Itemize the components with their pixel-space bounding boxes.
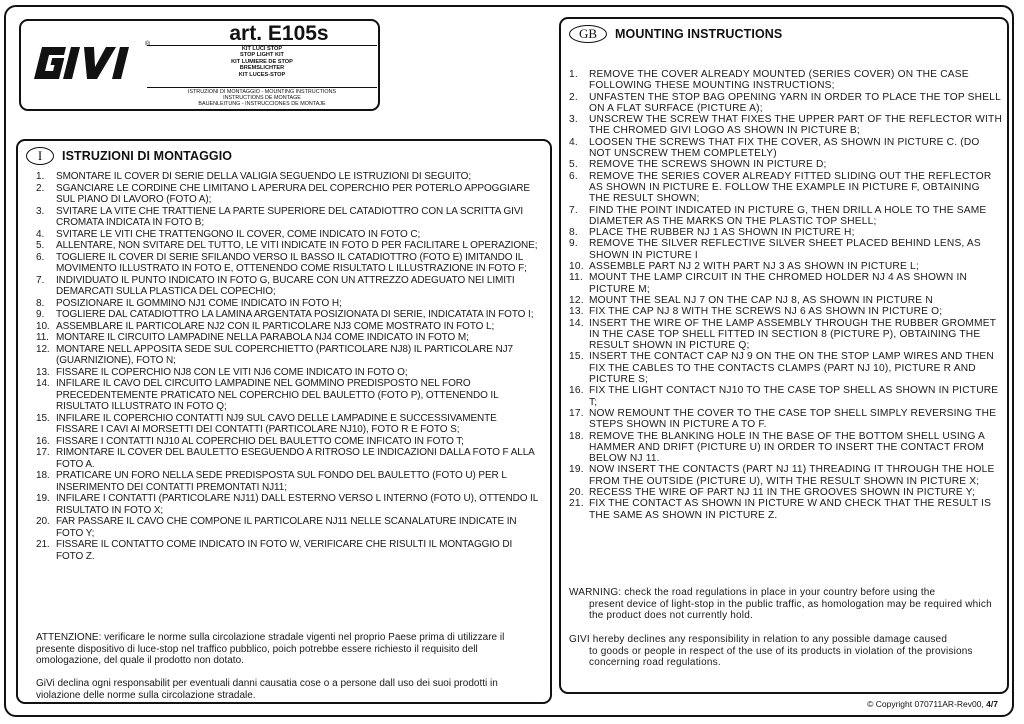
instruction-step bbox=[36, 436, 538, 448]
step-text: REMOVE THE SERIES COVER ALREADY FITTED SLIDING OUT THE REFLECTOR AS SHOWN IN PICTURE E. FOLLOW THE EXAMPLE IN PICTURE F, OBTAINING THE RESULT SHOWN; bbox=[589, 170, 992, 205]
instruction-languages bbox=[149, 89, 375, 108]
step-text: RECESS THE WIRE OF PART NJ 11 IN THE GROOVES SHOWN IN PICTURE Y; bbox=[589, 486, 976, 498]
instruction-step bbox=[569, 137, 1002, 160]
step-text: MONTARE IL CIRCUITO LAMPADINE NELLA PARABOLA NJ4 COME INDICATO IN FOTO M; bbox=[56, 332, 469, 343]
step-text: ALLENTARE, NON SVITARE DEL TUTTO, LE VITI INDICATE IN FOTO D PER FACILITARE L OPERAZIONE; bbox=[56, 240, 538, 251]
step-number: 18. bbox=[569, 430, 584, 442]
step-number: 11. bbox=[569, 272, 584, 284]
english-disclaimer-rest: to goods or people in respect of the use of its products in violation of the provisions concerning road regulations. bbox=[589, 645, 973, 669]
step-text: TOGLIERE IL COVER DI SERIE SFILANDO VERSO IL BASSO IL CATADIOTTRO (FOTO E) IMITANDO IL MOVIMENTO ILLUSTRATO IN FOTO E, OTTENENDO COME RISULTATO L ILLUSTRAZIONE IN FOTO F; bbox=[56, 251, 527, 274]
copyright-text: © Copyright 070711AR-Rev00, bbox=[867, 699, 984, 709]
instruction-step bbox=[36, 309, 538, 321]
instruction-step bbox=[569, 261, 1002, 272]
step-text: INSERT THE WIRE OF THE LAMP ASSEMBLY THROUGH THE RUBBER GROMMET IN THE CASE TOP SHELL FITTED IN SECTION 8 (PICTURE P), OBTAINING THE RESULT SHOWN IN PICTURE Q; bbox=[589, 317, 996, 352]
step-text: INFILARE IL COPERCHIO CONTATTI NJ9 SUL CAVO DELLE LAMPADINE E SUCCESSIVAMENTE FISSARE I CAVI AI MORSETTI DEI CONTATTI (PARTICOLARE NJ10), FOTO R E FOTO S; bbox=[56, 412, 497, 435]
step-number: 3. bbox=[36, 205, 45, 217]
kit-name: KIT LUCES-STOP bbox=[238, 71, 286, 78]
step-number: 20. bbox=[36, 516, 50, 527]
step-number: 17. bbox=[569, 407, 584, 419]
instruction-step bbox=[36, 413, 538, 436]
italian-heading bbox=[26, 145, 232, 167]
step-text: LOOSEN THE SCREWS THAT FIX THE COVER, AS SHOWN IN PICTURE C. (DO NOT UNSCREW THEM COMPLETELY) bbox=[589, 136, 980, 160]
italian-title: ISTRUZIONI DI MONTAGGIO bbox=[62, 149, 233, 163]
step-number: 14. bbox=[569, 317, 584, 329]
instruction-step bbox=[36, 183, 538, 206]
step-number: 6. bbox=[569, 170, 578, 182]
step-text: REMOVE THE SCREWS SHOWN IN PICTURE D; bbox=[589, 159, 827, 171]
instruction-step bbox=[569, 498, 1002, 521]
step-text: MOUNT THE SEAL NJ 7 ON THE CAP NJ 8, AS SHOWN IN PICTURE N bbox=[589, 294, 933, 306]
instruction-step bbox=[569, 205, 1002, 228]
instruction-step bbox=[569, 92, 1002, 115]
instruction-step bbox=[36, 275, 538, 298]
instruction-step bbox=[36, 206, 538, 229]
step-number: 6. bbox=[36, 251, 45, 263]
instruction-step bbox=[569, 318, 1002, 352]
instruction-step bbox=[36, 171, 538, 183]
step-number: 13. bbox=[36, 366, 50, 378]
step-text: FAR PASSARE IL CAVO CHE COMPONE IL PARTICOLARE NJ11 NELLE SCANALATURE INDICATE IN FOTO Y; bbox=[56, 516, 517, 539]
step-text: REMOVE THE SILVER REFLECTIVE SILVER SHEET PLACED BEHIND LENS, AS SHOWN IN PICTURE I bbox=[589, 238, 981, 261]
instruction-step bbox=[569, 408, 1002, 431]
step-number: 5. bbox=[569, 159, 578, 171]
instruction-step bbox=[36, 298, 538, 310]
english-warning-rest: present device of light-stop in the public traffic, as homologation may be required which the product does not currently hold. bbox=[589, 598, 992, 622]
italian-flag-badge: I bbox=[26, 147, 54, 165]
step-text: MONTARE NELL APPOSITA SEDE SUL COPERCHIETTO (PARTICOLARE NJ8) IL PARTICOLARE NJ7 (GUARNIZIONE), FOTO N; bbox=[56, 343, 513, 366]
step-number: 10. bbox=[36, 320, 50, 332]
step-number: 11. bbox=[36, 332, 49, 343]
step-text: INSERT THE CONTACT CAP NJ 9 ON THE ON THE STOP LAMP WIRES AND THEN FIX THE CABLES TO THE CONTACTS CLAMPS (PART NJ 10), PICTURE R AND PICTURE S; bbox=[589, 351, 994, 386]
step-number: 15. bbox=[569, 351, 584, 363]
step-number: 7. bbox=[36, 274, 45, 286]
step-number: 10. bbox=[569, 261, 584, 273]
header-box bbox=[19, 19, 380, 111]
step-text: SVITARE LE VITI CHE TRATTENGONO IL COVER, COME INDICATO IN FOTO C; bbox=[56, 228, 421, 240]
header-rule-bottom bbox=[147, 87, 377, 88]
english-section bbox=[559, 17, 1009, 694]
step-text: NOW INSERT THE CONTACTS (PART NJ 11) THREADING IT THROUGH THE HOLE FROM THE OUTSIDE (PICTURE U), WITH THE RESULT SHOWN IN PICTURE X; bbox=[589, 464, 995, 487]
italian-disclaimer: GiVi declina ogni responsabilit per eventuali danni causatia cose o a persone dall uso dei suoi prodotti in violazione delle norme sulla circolazione stradale. bbox=[36, 678, 498, 701]
instruction-step bbox=[36, 252, 538, 275]
step-text: TOGLIERE DAL CATADIOTTRO LA LAMINA ARGENTATA POSIZIONATA DI SERIE, INDICATATA IN FOTO I; bbox=[56, 309, 534, 320]
step-number: 3. bbox=[569, 114, 578, 126]
instruction-line: BAUENLEITUNG - INSTRUCCIONES DE MONTAJE bbox=[198, 101, 326, 108]
step-text: SVITARE LA VITE CHE TRATTIENE LA PARTE SUPERIORE DEL CATADIOTTRO CON LA SCRITTA GIVI CROMATA INDICATA IN FOTO B; bbox=[56, 205, 524, 228]
step-text: SMONTARE IL COVER DI SERIE DELLA VALIGIA SEGUENDO LE ISTRUZIONI DI SEGUITO; bbox=[56, 171, 472, 182]
footer bbox=[867, 699, 998, 709]
step-text: UNSCREW THE SCREW THAT FIXES THE UPPER PART OF THE REFLECTOR WITH THE CHROMED GIVI LOGO AS SHOWN IN PICTURE B; bbox=[589, 114, 1002, 137]
instruction-step bbox=[569, 351, 1002, 385]
step-text: INFILARE IL CAVO DEL CIRCUITO LAMPADINE NEL GOMMINO PREDISPOSTO NEL FORO PRECEDENTEMENTE PRATICATO NEL COPERCHIO DEL BAULETTO (FOTO P), OTTENENDO IL RISULTATO ILLUSTRATO IN FOTO Q; bbox=[56, 378, 499, 412]
step-number: 14. bbox=[36, 378, 50, 389]
step-text: POSIZIONARE IL GOMMINO NJ1 COME INDICATO IN FOTO H; bbox=[56, 297, 342, 309]
italian-warning bbox=[36, 632, 536, 667]
step-number: 9. bbox=[36, 309, 45, 320]
italian-steps-list bbox=[36, 171, 538, 562]
instruction-step bbox=[569, 159, 1002, 170]
registered-mark: ® bbox=[145, 41, 151, 48]
italian-warning-first: ATTENZIONE: verificare le norme sulla circolazione stradale vigenti nel proprio Paese prima di bbox=[36, 632, 455, 643]
instruction-step bbox=[36, 332, 538, 344]
kit-name: BREMSLICHTER bbox=[239, 65, 285, 72]
step-text: FISSARE IL CONTATTO COME INDICATO IN FOTO W, VERIFICARE CHE RISULTI IL MONTAGGIO DI FOTO Z. bbox=[56, 539, 513, 562]
instruction-step bbox=[36, 229, 538, 241]
step-number: 21. bbox=[36, 539, 50, 550]
instruction-step bbox=[36, 447, 538, 470]
instruction-step bbox=[36, 378, 538, 413]
step-number: 4. bbox=[569, 136, 578, 148]
instruction-step bbox=[36, 470, 538, 493]
step-text: ASSEMBLE PART NJ 2 WITH PART NJ 3 AS SHOWN IN PICTURE L; bbox=[589, 261, 919, 273]
step-number: 20. bbox=[569, 486, 584, 498]
instruction-step bbox=[569, 69, 1002, 92]
step-number: 9. bbox=[569, 238, 578, 250]
step-number: 2. bbox=[36, 182, 45, 194]
english-title: MOUNTING INSTRUCTIONS bbox=[615, 27, 783, 41]
instruction-step bbox=[36, 493, 538, 516]
step-number: 7. bbox=[569, 204, 578, 216]
instruction-step bbox=[36, 367, 538, 379]
gb-flag-badge: GB bbox=[569, 25, 607, 43]
step-text: PLACE THE RUBBER NJ 1 AS SHOWN IN PICTURE H; bbox=[589, 227, 855, 239]
instruction-step bbox=[569, 385, 1002, 408]
step-number: 5. bbox=[36, 240, 45, 251]
page-number: 4/7 bbox=[986, 699, 998, 709]
instruction-step bbox=[569, 272, 1002, 295]
step-number: 18. bbox=[36, 470, 50, 481]
instruction-step bbox=[36, 539, 538, 562]
step-text: FISSARE I CONTATTI NJ10 AL COPERCHIO DEL BAULETTO COME INFICATO IN FOTO T; bbox=[56, 435, 464, 447]
step-number: 8. bbox=[569, 227, 578, 239]
step-number: 13. bbox=[569, 306, 584, 318]
english-steps-list bbox=[569, 69, 1002, 521]
step-text: FIX THE CAP NJ 8 WITH THE SCREWS NJ 6 AS SHOWN IN PICTURE O; bbox=[589, 306, 943, 318]
instruction-step bbox=[569, 487, 1002, 498]
italian-section bbox=[16, 139, 552, 704]
english-heading bbox=[569, 23, 782, 45]
step-text: RIMONTARE IL COVER DEL BAULETTO ESEGUENDO A RITROSO LE INDICAZIONI DALLA FOTO F ALLA FOTO A. bbox=[56, 447, 535, 470]
instruction-step bbox=[569, 171, 1002, 205]
step-number: 21. bbox=[569, 498, 584, 510]
step-text: ASSEMBLARE IL PARTICOLARE NJ2 CON IL PARTICOLARE NJ3 COME MOSTRATO IN FOTO L; bbox=[56, 320, 495, 332]
kit-name: KIT LUMIERE DE STOP bbox=[231, 58, 293, 65]
step-text: REMOVE THE COVER ALREADY MOUNTED (SERIES COVER) ON THE CASE FOLLOWING THESE MOUNTING INSTRUCTIONS; bbox=[589, 69, 969, 92]
step-number: 2. bbox=[569, 91, 578, 103]
step-number: 16. bbox=[36, 435, 50, 447]
step-number: 4. bbox=[36, 228, 45, 240]
english-warning-first: WARNING: check the road regulations in place in your country before using the bbox=[569, 587, 936, 598]
english-disclaimer bbox=[569, 634, 1002, 669]
instruction-step bbox=[569, 464, 1002, 487]
step-number: 12. bbox=[36, 343, 50, 355]
instruction-step bbox=[36, 344, 538, 367]
step-text: FIX THE CONTACT AS SHOWN IN PICTURE W AND CHECK THAT THE RESULT IS THE SAME AS SHOWN IN PICTURE Z. bbox=[589, 498, 992, 521]
english-warning bbox=[569, 587, 1002, 622]
step-number: 19. bbox=[569, 464, 584, 476]
kit-name: KIT LUCI STOP bbox=[241, 46, 283, 52]
step-text: REMOVE THE BLANKING HOLE IN THE BASE OF THE BOTTOM SHELL USING A HAMMER AND DRIFT (PICTURE U) IN ORDER TO INSERT THE CONTACT FROM BELOW NJ 11. bbox=[589, 430, 985, 465]
step-number: 1. bbox=[36, 171, 45, 182]
instruction-step bbox=[569, 431, 1002, 465]
kit-name: STOP LIGHT KIT bbox=[240, 52, 284, 59]
step-text: FIND THE POINT INDICATED IN PICTURE G, THEN DRILL A HOLE TO THE SAME DIAMETER AS THE MARKS ON THE PLASTIC TOP SHELL; bbox=[589, 204, 987, 227]
step-text: INFILARE I CONTATTI (PARTICOLARE NJ11) DALL ESTERNO VERSO L INTERNO (FOTO U), OTTENDO IL RISULTATO IN FOTO X; bbox=[56, 493, 538, 516]
kit-names bbox=[149, 46, 375, 78]
step-text: MOUNT THE LAMP CIRCUIT IN THE CHROMED HOLDER NJ 4 AS SHOWN IN PICTURE M; bbox=[589, 272, 968, 295]
instruction-step bbox=[569, 295, 1002, 306]
step-number: 15. bbox=[36, 412, 50, 424]
step-number: 16. bbox=[569, 385, 584, 397]
step-text: FIX THE LIGHT CONTACT NJ10 TO THE CASE TOP SHELL AS SHOWN IN PICTURE T; bbox=[589, 385, 999, 408]
instruction-step bbox=[569, 227, 1002, 238]
instruction-step bbox=[569, 238, 1002, 261]
english-disclaimer-first: GIVI hereby declines any responsibility in relation to any possible damage caused bbox=[569, 634, 948, 645]
step-text: UNFASTEN THE STOP BAG OPENING YARN IN ORDER TO PLACE THE TOP SHELL ON A FLAT SURFACE (PICTURE A); bbox=[589, 91, 1001, 114]
step-number: 17. bbox=[36, 447, 50, 458]
step-number: 12. bbox=[569, 294, 584, 306]
step-number: 19. bbox=[36, 493, 50, 504]
instruction-step bbox=[569, 306, 1002, 317]
instruction-step bbox=[36, 321, 538, 333]
givi-logo bbox=[29, 43, 145, 83]
italian-warning-rest: utilizzare il presente dispositivo di luce-stop nel traffico pubblico, poich potrebbe essere richiesto il requisito dell omologazione, del quale il prodotto non dotato. bbox=[36, 632, 505, 667]
step-text: FISSARE IL COPERCHIO NJ8 CON LE VITI NJ6 COME INDICATO IN FOTO O; bbox=[56, 366, 408, 378]
instruction-line: ISTRUZIONI DI MONTAGGIO - MOUNTING INSTRUCTIONS bbox=[187, 89, 337, 95]
article-number: art. E105s bbox=[229, 22, 329, 45]
step-text: PRATICARE UN FORO NELLA SEDE PREDISPOSTA SUL FONDO DEL BAULETTO (FOTO U) PER L INSERIMENTO DEI CONTATTI PREMONTATI NJ11; bbox=[56, 470, 507, 493]
instruction-line: INSTRUCTIONS DE MONTAGE bbox=[223, 95, 301, 102]
instruction-step bbox=[569, 114, 1002, 137]
step-number: 8. bbox=[36, 297, 45, 309]
instruction-step bbox=[36, 516, 538, 539]
step-text: SGANCIARE LE CORDINE CHE LIMITANO L APERURA DEL COPERCHIO PER POTERLO APPOGGIARE SUL PIANO DI LAVORO (FOTO A); bbox=[56, 182, 530, 205]
step-number: 1. bbox=[569, 69, 578, 80]
instruction-step bbox=[36, 240, 538, 252]
step-text: NOW REMOUNT THE COVER TO THE CASE TOP SHELL SIMPLY REVERSING THE STEPS SHOWN IN PICTURE A TO F. bbox=[589, 407, 997, 431]
step-text: INDIVIDUATO IL PUNTO INDICATO IN FOTO G, BUCARE CON UN ATTREZZO ADEGUATO NEI LIMITI DEMARCATI SULLA PLASTICA DEL COPECHIO; bbox=[56, 274, 515, 297]
